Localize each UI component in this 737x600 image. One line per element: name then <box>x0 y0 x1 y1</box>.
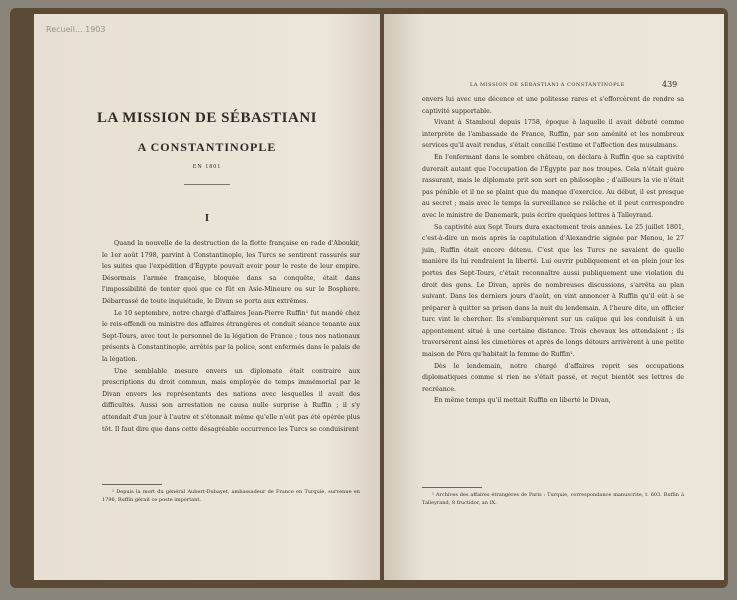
open-book <box>10 8 728 588</box>
paragraph: Une semblable mesure envers un diplomate était contraire aux prescriptions du droit commun, mais employée de temps immémorial par le Divan envers les représentants des nations avec lesquelles il avait des difficultés. Aussi son arrestation ne causa nulle surprise à Ruffin ; il s'y attendait d'un jour à l'autre et s'étonnait même qu'elle n'eût pas été opérée plus tôt. Il faut dire que dans cette désagréable occurrence les Turcs se conduisirent <box>102 367 360 433</box>
footnote-divider <box>422 487 482 488</box>
running-head: LA MISSION DE SÉBASTIANI A CONSTANTINOPLE <box>470 82 625 88</box>
footnote: ¹ Archives des affaires étrangères de Paris : Turquie, correspondance manuscrite, t. 603. Ruffin à Talleyrand, 8 fructidor, an IX. <box>422 492 684 506</box>
footnote-divider <box>102 484 162 485</box>
left-body-text <box>102 238 360 435</box>
paragraph: Sa captivité aux Sept Tours dura exactement trois années. Le 25 juillet 1801, c'est-à-dire un mois après la capitulation d'Alexandrie signée par Menou, le 27 juin, Ruffin était encore détenu. C'est que les Turcs ne savaient de quelle manière ils lui rendraient la liberté. Lui ouvrir publiquement et en plein jour les portes des Sept-Tours, c'était reconnaître aussi publiquement une violation du droit des gens. Le Divan, après de nombreuses discussions, s'arrêta au plan suivant. Dans les derniers jours d'août, on vint annoncer à Ruffin qu'il eût à se préparer à quitter sa prison dans la nuit du lendemain. A l'heure dite, un officier turc vint le chercher. Ils s'embarquèrent sur un caïque qui les conduisit à un appontement situé à une certaine distance. Trois chevaux les attendaient ; ils traversèrent ainsi les cimetières et après de longs détours arrivèrent à une petite maison de Péra qu'habitait la femme de Ruffin¹. <box>422 223 684 359</box>
paragraph: Le 10 septembre, notre chargé d'affaires Jean-Pierre Ruffin¹ fut mandé chez le reis-effendi ou ministre des affaires étrangères et conduit séance tenante aux Sept-Tours, avec tout le personnel de la légation de France ; tous nos nationaux présents à Constantinople, arrêtés par la police, sont enfermés dans le palais de la légation. <box>102 309 360 363</box>
chapter-subtitle: A CONSTANTINOPLE <box>137 140 277 154</box>
paragraph: envers lui avec une décence et une politesse rares et s'efforcèrent de rendre sa captivité supportable. <box>422 96 684 115</box>
section-number: I <box>204 214 210 224</box>
page-number: 439 <box>662 80 678 89</box>
pencil-annotation: Recueil... 1903 <box>46 25 106 34</box>
right-page <box>384 14 724 580</box>
chapter-title: LA MISSION DE SÉBASTIANI <box>97 110 317 126</box>
paragraph: En même temps qu'il mettait Ruffin en liberté le Divan, <box>434 397 611 405</box>
paragraph: Quand la nouvelle de la destruction de la flotte française en rade d'Aboukir, le 1er août 1798, parvint à Constantinople, les Turcs se sentirent rassurés sur les suites que l'expédition d'Égypte pouvait avoir pour le reste de leur empire. Désormais l'armée française, bloquée dans sa conquête, était dans l'impossibilité de tenter quoi que ce fût en Asie-Mineure ou sur le Bosphore. Débarrassé de toute inquiétude, le Divan se porta aux extrêmes. <box>102 240 360 305</box>
right-body-text <box>422 94 684 407</box>
paragraph: Dès le lendemain, notre chargé d'affaires reprit ses occupations diplomatiques comme si rien ne s'était passé, et reçut bientôt ses lettres de recréance. <box>422 362 684 393</box>
chapter-year: EN 1801 <box>192 164 222 170</box>
footnote: ¹ Depuis la mort du général Aubert-Dubayet, ambassadeur de France en Turquie, survenue en 1796, Ruffin gérait ce poste important. <box>102 489 360 503</box>
paragraph: Vivant à Stamboul depuis 1758, époque à laquelle il avait débuté comme interprète de l'ambassade de France, Ruffin, par son aménité et les nombreux services qu'il avait rendus, s'était concilié l'estime et l'affection des musulmans. <box>422 119 684 150</box>
title-divider <box>184 184 230 185</box>
left-page <box>34 14 380 580</box>
paragraph: En l'enfermant dans le sombre château, on déclara à Ruffin que sa captivité durerait autant que l'occupation de l'Égypte par nos troupes. Cela n'était guère rassurant, mais le diplomate prit son sort en philosophe ; d'ailleurs la vie n'était pas pénible et il ne se plaint que du manque d'exercice. Au début, il est presque au secret ; mais avec le temps la surveillance se relâche et il peut correspondre avec le ministre de Danemark, puis écrire quelques lettres à Talleyrand. <box>422 153 684 219</box>
